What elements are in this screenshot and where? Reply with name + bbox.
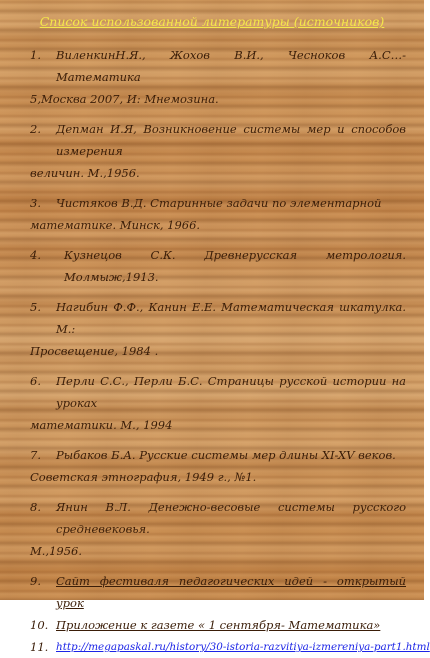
item-text-continued: Просвещение, 1984 . bbox=[30, 344, 159, 358]
page-title: Список использованной литературы (источников) bbox=[39, 14, 385, 29]
item-text-continued: математики. М., 1994 bbox=[30, 418, 173, 432]
item-text: Нагибин Ф.Ф., Канин Е.Е. Математическая шкатулка. М.: bbox=[56, 300, 406, 336]
item-number: 9. bbox=[30, 574, 41, 588]
item-number: 1. bbox=[30, 48, 41, 62]
item-number: 6. bbox=[30, 374, 41, 388]
item-text-continued: 5,Москва 2007, И: Мнемозина. bbox=[30, 92, 219, 106]
item-text: Кузнецов С.К. Древнерусская метрология. Молмыж,1913. bbox=[64, 248, 406, 284]
item-text: Янин В.Л. Денежно-весовые системы русского средневековья. bbox=[56, 500, 406, 536]
source-link[interactable]: http://megapaskal.ru/history/30-istoria-razvitiya-izmereniya-part1.html bbox=[56, 641, 430, 653]
item-number: 2. bbox=[30, 122, 41, 136]
item-number: 10. bbox=[30, 618, 49, 632]
reference-list bbox=[30, 44, 430, 658]
item-number: 4. bbox=[30, 248, 41, 262]
item-text: Чистяков В.Д. Старинные задачи по элементарной bbox=[56, 196, 382, 210]
item-number: 7. bbox=[30, 448, 41, 462]
item-number: 8. bbox=[30, 500, 41, 514]
item-text: Перли С.С., Перли Б.С. Страницы русской истории на уроках bbox=[56, 374, 406, 410]
item-text: ВиленкинН.Я., Жохов В.И., Чесноков А.С…- Математика bbox=[56, 48, 406, 84]
list-item bbox=[30, 192, 406, 236]
list-item bbox=[30, 444, 406, 488]
item-number: 11. bbox=[30, 640, 49, 654]
item-text: Депман И.Я, Возникновение системы мер и способов измерения bbox=[56, 122, 406, 158]
list-item bbox=[30, 496, 406, 562]
item-text: Сайт фестиваля педагогических идей - открытый урок bbox=[56, 574, 406, 610]
list-item bbox=[30, 570, 406, 614]
item-number: 5. bbox=[30, 300, 41, 314]
item-text-continued: величин. М.,1956. bbox=[30, 166, 140, 180]
item-text-continued: Советская этнография, 1949 г., №1. bbox=[30, 470, 257, 484]
list-item bbox=[30, 636, 430, 658]
item-text: Рыбаков Б.А. Русские системы мер длины XI-XV веков. bbox=[56, 448, 396, 462]
item-number: 3. bbox=[30, 196, 41, 210]
item-text: Приложение к газете « 1 сентября- Математика» bbox=[56, 618, 381, 632]
list-item bbox=[30, 44, 406, 110]
list-item bbox=[30, 614, 406, 636]
item-text-continued: математике. Минск, 1966. bbox=[30, 218, 201, 232]
item-text-continued: М.,1956. bbox=[30, 544, 83, 558]
list-item bbox=[30, 244, 406, 288]
list-item bbox=[30, 296, 406, 362]
list-item bbox=[30, 118, 406, 184]
list-item bbox=[30, 370, 406, 436]
